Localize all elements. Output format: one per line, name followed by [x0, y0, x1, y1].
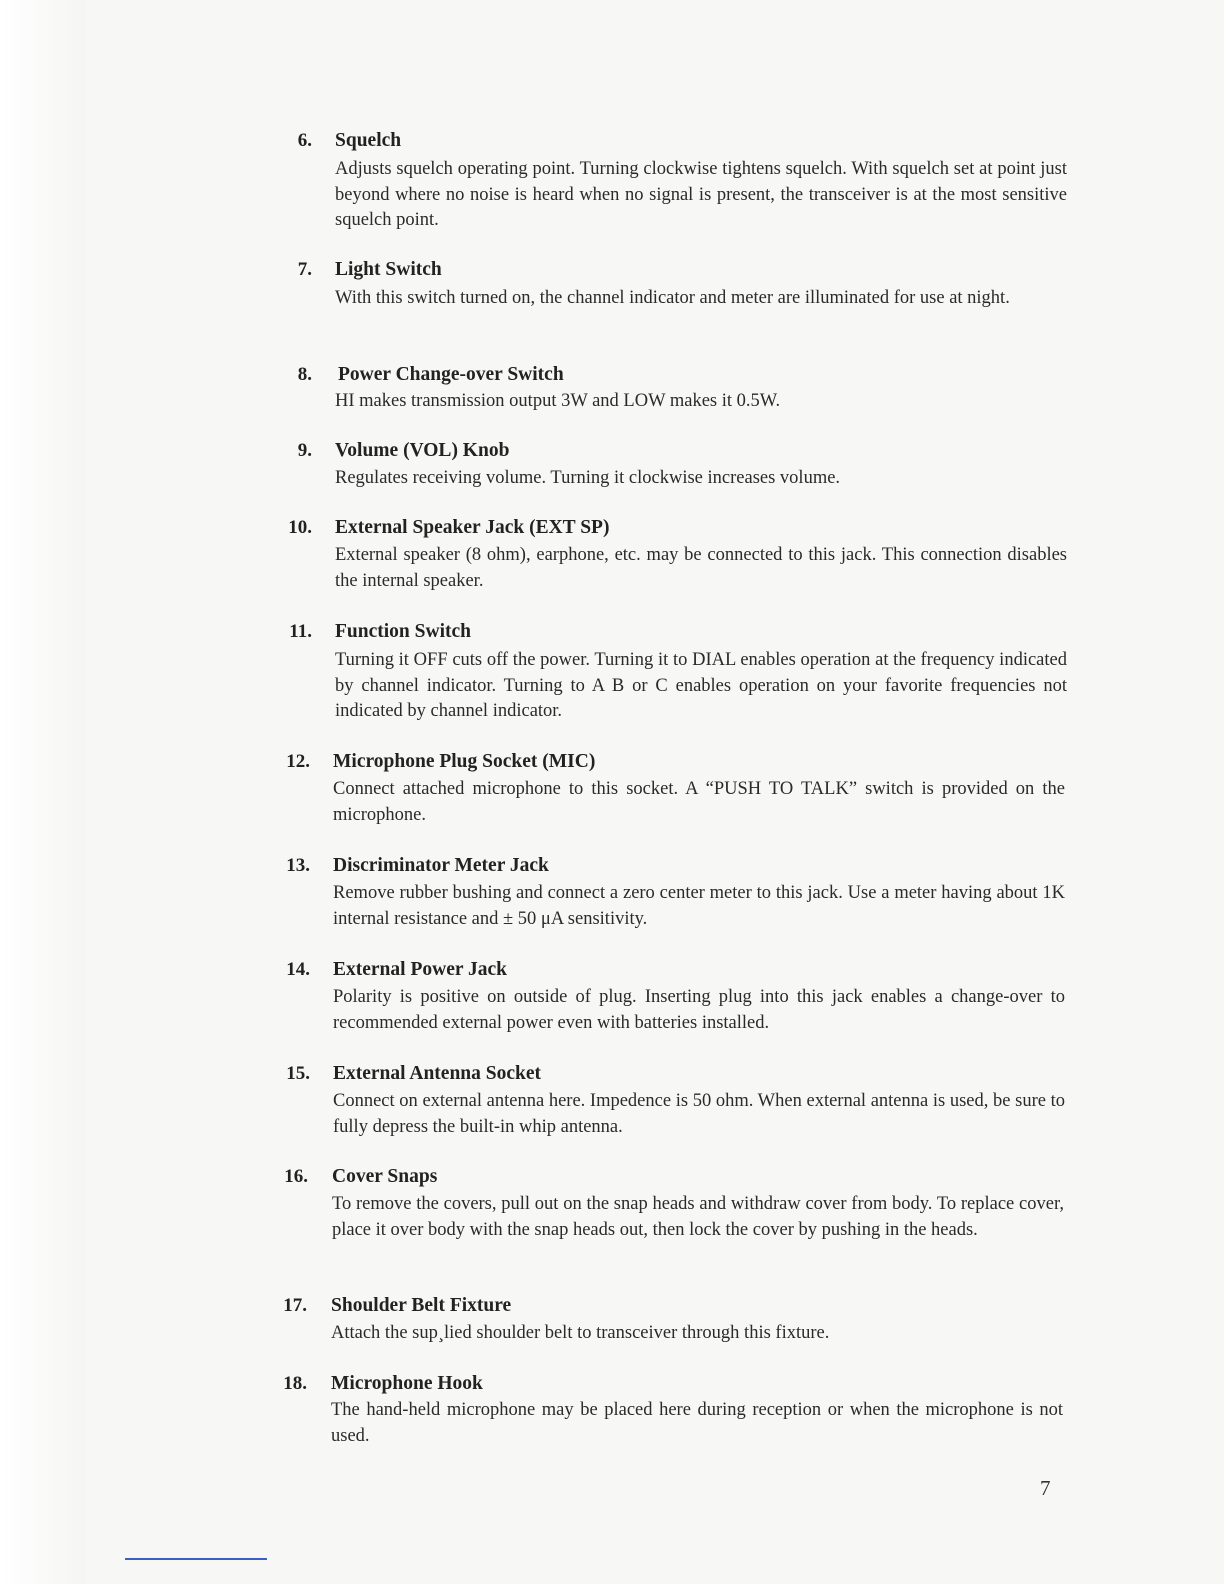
item-description: The hand-held microphone may be placed here during reception or when the microphone is not used.: [331, 1400, 1063, 1446]
item-number: 15.: [286, 1063, 310, 1084]
item-title: Light Switch: [335, 259, 442, 280]
item-description: With this switch turned on, the channel indicator and meter are illuminated for use at night.: [335, 288, 1010, 308]
item-title: Discriminator Meter Jack: [333, 855, 549, 876]
item-number: 6.: [297, 130, 312, 151]
item-description: Remove rubber bushing and connect a zero center meter to this jack. Use a meter having about 1K internal resistance and ± 50 μA sensitivity.: [333, 883, 1065, 929]
item-number: 18.: [283, 1373, 307, 1394]
item-number: 13.: [286, 855, 310, 876]
page-margin-shade: [0, 0, 85, 1584]
item-number: 11.: [289, 621, 312, 642]
item-number: 12.: [286, 751, 310, 772]
item-number: 9.: [297, 440, 312, 461]
edge-rule: [125, 1558, 267, 1560]
item-number: 7.: [297, 259, 312, 280]
item-title: Volume (VOL) Knob: [335, 440, 510, 461]
item-description: Polarity is positive on outside of plug. Inserting plug into this jack enables a change-over to recommended external power even with batteries installed.: [333, 987, 1065, 1033]
page-number: 7: [1040, 1476, 1051, 1500]
item-number: 17.: [283, 1295, 307, 1316]
item-number: 16.: [284, 1166, 308, 1187]
item-description: Turning it OFF cuts off the power. Turning it to DIAL enables operation at the frequency indicated by channel indicator. Turning to A B or C enables operation on your favorite frequencies not indicated by channel indicator.: [335, 650, 1067, 721]
item-description: To remove the covers, pull out on the snap heads and withdraw cover from body. To replace cover, place it over body with the snap heads out, then lock the cover by pushing in the heads.: [332, 1194, 1064, 1240]
item-description: Regulates receiving volume. Turning it clockwise increases volume.: [335, 468, 841, 488]
item-title: Microphone Hook: [331, 1373, 483, 1394]
item-title: External Power Jack: [333, 959, 508, 980]
item-title: Function Switch: [335, 621, 471, 642]
item-description: HI makes transmission output 3W and LOW makes it 0.5W.: [335, 391, 781, 411]
item-title: External Antenna Socket: [333, 1063, 542, 1084]
item-title: External Speaker Jack (EXT SP): [335, 517, 610, 538]
item-number: 14.: [286, 959, 310, 980]
item-description: External speaker (8 ohm), earphone, etc. may be connected to this jack. This connection disables the internal speaker.: [335, 545, 1067, 591]
item-title: Squelch: [335, 130, 402, 151]
item-title: Cover Snaps: [332, 1166, 438, 1187]
item-description: Attach the sup¸lied shoulder belt to transceiver through this fixture.: [331, 1323, 830, 1343]
item-title: Power Change-over Switch: [338, 364, 564, 385]
item-number: 8.: [297, 364, 312, 385]
item-title: Shoulder Belt Fixture: [331, 1295, 512, 1316]
item-description: Connect attached microphone to this socket. A “PUSH TO TALK” switch is provided on the microphone.: [333, 779, 1065, 825]
item-number: 10.: [288, 517, 312, 538]
item-description: Adjusts squelch operating point. Turning clockwise tightens squelch. With squelch set at point just beyond where no noise is heard when no signal is present, the transceiver is at the most sensitive squelch point.: [335, 159, 1067, 230]
item-title: Microphone Plug Socket (MIC): [333, 751, 596, 772]
item-description: Connect on external antenna here. Impedence is 50 ohm. When external antenna is used, be sure to fully depress the built-in whip antenna.: [333, 1091, 1065, 1137]
